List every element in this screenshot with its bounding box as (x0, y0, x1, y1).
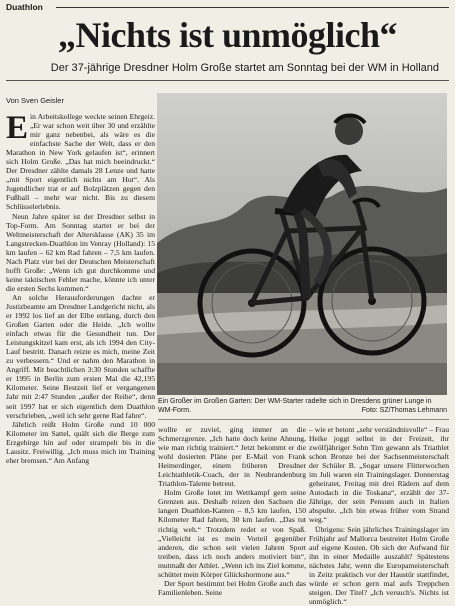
section-kicker: Duathlon (6, 2, 43, 12)
article-paragraph: Ein Arbeitskollege weckte seinen Ehrgeiz. „Er war schon weit über 30 und erzählte mir ganz nebenbei, als wäre es die einfachste Sache der Welt, dass er den Marathon in New York gelaufen ist“, erinnert sich Holm Große. „Das hat mich beeindruckt.“ Der Dresdner zählte damals 28 Lenze und hatte „mit Sport eigentlich nichts am Hut“. Als Jugendlicher trat er auf Bolzplätzen gegen den Fußball – mehr war nicht. Bis zu diesem Schlüsselerlebnis. (6, 110, 155, 212)
article-paragraph: wollte er zuviel, ging immer an die Schmerzgrenze. „Ich hatte doch keine Ahnung, wie man richtig trainiert.“ Jetzt bekommt er die wohl dosierten Pläne per E-Mail von Frank Heimerdinger, einem früheren Dresdner Leichtathletik-Coach, der in Neubrandenburg Triathlon-Talente betreut. (158, 425, 306, 489)
caption-text: Ein Großer im Großen Garten: Der WM-Starter radelte sich in Dresdens grüner Lunge in WM-Form. (158, 398, 432, 414)
caption-rule (158, 419, 449, 420)
article-column-1 (6, 112, 155, 465)
article-paragraph: Neun Jahre später ist der Dresdner selbst in Top-Form. Am Sonntag startet er bei der Weltmeisterschaft der Altersklasse (AK) 35 im Langstrecken-Duathlon im Venray (Holland): 15 km laufen – 62 km Rad fahren – 7,5 km laufen. Nach Platz vier bei der Deutschen Meisterschaft hofft Große: „Wenn ich gut durchkomme und keine taktischen Fehler mache, könnte ich unter die ersten Sechs kommen.“ (6, 211, 155, 293)
photo-caption (158, 397, 447, 415)
article-paragraph: – wie er betont „sehr verständnisvolle“ – Frau Heike joggt selbst in der Freizeit, ihr zwölfjähriger Sohn Tim gewann als Triathlet schon Bronze bei der Sachsenmeisterschaft der Schüler B. „Sogar unsere Flitterwochen im Juli waren ein Trainingslager. Donnerstag geheiratet, Freitag mit drei Rädern auf dem Autodach in die Toskana“, erzählt der 37-Jährige, der sein Pensum auch in Italien abspulte. „Ich bin etwas früher vom Strand weg.“ (309, 425, 449, 525)
header-rule (6, 80, 449, 81)
article-paragraph: An solche Herausforderungen dachte er Justizbeamte am Dresdner Landgericht nicht, als er 1992 los lief an der Elbe entlang, durch den Großen Garten oder die Heide. „Ich wollte einfach etwas für die Gesundheit tun. Der Leistungskitzel kam erst, als ich 1994 den City-Lauf bestritt. Danach reizte es mich, meine Zeit zu verbessern.“ Und er nahm den Marathon in Angriff. Mit beachtlichen 3:30 Stunden schaffte er 1995 in Berlin zum ersten Mal die 42,195 Kilometer. Seine Bestzeit lief er vergangenen Jahr mit 2:47 Stunden „außer der Reihe“, denn seit 1997 hat er sich eigentlich dem Duathlon verschrieben, „weil ich sehr gerne Rad fahre“. (6, 292, 155, 420)
dropcap: E (6, 110, 29, 146)
cyclist-photo (157, 93, 447, 395)
headline: „Nichts ist unmöglich“ (57, 15, 398, 55)
article-column-2 (158, 425, 306, 597)
article-column-3 (309, 425, 449, 606)
kicker-rule (56, 7, 449, 8)
subheadline: Der 37-jährige Dresdner Holm Große startet am Sonntag bei der WM in Holland (50, 62, 439, 74)
article-paragraph: Jährlich reißt Holm Große rund 10 000 Kilometer im Sattel, quält sich die Berge zum Erzgebirge hin auf oder strampelt bis in die Lausitz. Freiwillig. „Ich muss mich im Training eher bremsen.“ Am Anfang (6, 419, 155, 465)
article-paragraph: Übrigens: Sein jährliches Trainingslager im Frühjahr auf Mallorca bestreitet Holm Große auf eigene Kosten. Ob sich der Aufwand für ihn in einer Medaille auszahlt? Spätestens nächstes Jahr, wenn die Europameisterschaft in Zeitz praktisch vor der Haustür stattfindet, würde er schon gern mal aufs Treppchen steigen. Der Titel? „Ich versuch's. Nichts ist unmöglich.“ (309, 524, 449, 606)
photo-credit: Foto: SZ/Thomas Lehmann (361, 407, 447, 414)
article-paragraph: Holm Große lotet im Wettkampf gern seine Grenzen aus. Deshalb reizen den Sachsen die langen Duathlon-Kanten – 8,5 km laufen, 150 Kilometer Rad fahren, 30 km laufen. „Das tut richtig weh.“ Trotzdem redet er von Spaß. „Vielleicht ist es mein Vorteil gegenüber anderen, die schon seit vielen Jahren Sport treiben, dass ich noch anders motiviert bin“, mutmaßt der Athlet. „Wenn ich ins Ziel komme, schüttet mein Körper Glückshormone aus.“ (158, 488, 306, 579)
byline: Von Sven Geisler (6, 96, 64, 105)
article-paragraph: Der Sport bestimmt bei Holm Große auch das Familienleben. Seine (158, 578, 306, 597)
